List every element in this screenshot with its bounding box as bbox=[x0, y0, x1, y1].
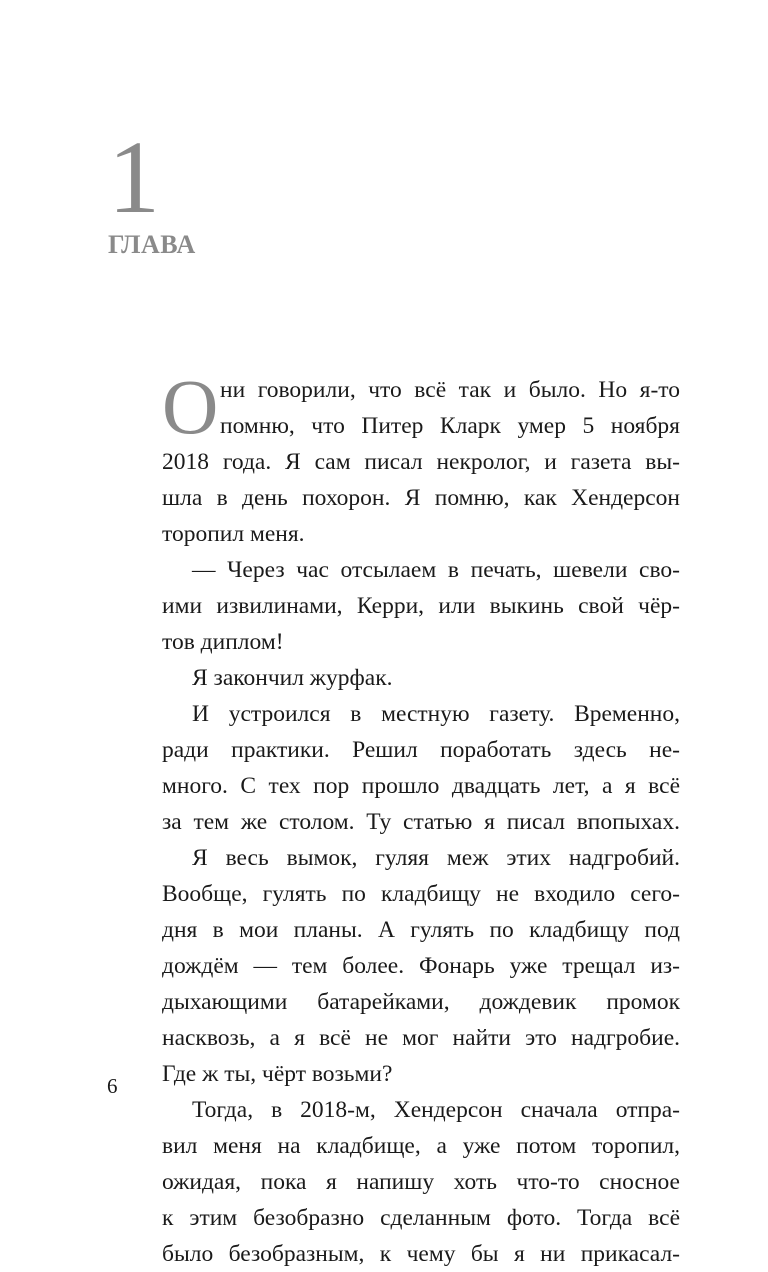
text-line: Где ж ты, чёрт возьми? bbox=[162, 1061, 393, 1087]
text-line: к этим безобразно сделанным фото. Тогда всё bbox=[162, 1205, 680, 1231]
text-line: 2018 года. Я сам писал некролог, и газета вы- bbox=[162, 449, 680, 475]
text-line: вил меня на кладбище, а уже потом торопил, bbox=[162, 1133, 680, 1159]
text-line: за тем же столом. Ту статью я писал впопыхах. bbox=[162, 809, 680, 835]
chapter-label: ГЛАВА bbox=[108, 230, 196, 259]
text-line: дыхающими батарейками, дождевик промок bbox=[162, 989, 680, 1015]
text-line: Тогда, в 2018-м, Хендерсон сначала отпра- bbox=[192, 1097, 680, 1123]
page-number: 6 bbox=[107, 1074, 118, 1098]
text-line: И устроился в местную газету. Временно, bbox=[192, 701, 680, 727]
text-line: было безобразным, к чему бы я ни прикасал- bbox=[162, 1241, 680, 1267]
text-line: Я весь вымок, гуляя меж этих надгробий. bbox=[192, 845, 680, 871]
text-line: насквозь, а я всё не мог найти это надгробие. bbox=[162, 1025, 680, 1051]
text-line: ими извилинами, Керри, или выкинь свой чёр- bbox=[162, 593, 680, 619]
text-line: торопил меня. bbox=[162, 521, 305, 547]
text-line: — Через час отсылаем в печать, шевели сво- bbox=[192, 557, 680, 583]
text-line: ради практики. Решил поработать здесь не- bbox=[162, 737, 680, 763]
text-line: тов диплом! bbox=[162, 629, 284, 655]
text-line: Вообще, гулять по кладбищу не входило сего- bbox=[162, 881, 680, 907]
text-line: много. С тех пор прошло двадцать лет, а я всё bbox=[162, 773, 680, 799]
body-text bbox=[162, 363, 680, 1272]
text-line: ожидая, пока я напишу хоть что-то сносное bbox=[162, 1169, 680, 1195]
text-line: Я закончил журфак. bbox=[192, 665, 393, 691]
text-line: помню, что Питер Кларк умер 5 ноября bbox=[220, 413, 680, 439]
chapter-number: 1 bbox=[108, 120, 160, 235]
text-line: шла в день похорон. Я помню, как Хендерсон bbox=[162, 485, 680, 511]
drop-cap: О bbox=[162, 363, 219, 450]
text-line: ни говорили, что всё так и было. Но я-то bbox=[220, 377, 680, 403]
text-line: дождём — тем более. Фонарь уже трещал из- bbox=[162, 953, 680, 979]
text-line: дня в мои планы. А гулять по кладбищу под bbox=[162, 917, 680, 943]
